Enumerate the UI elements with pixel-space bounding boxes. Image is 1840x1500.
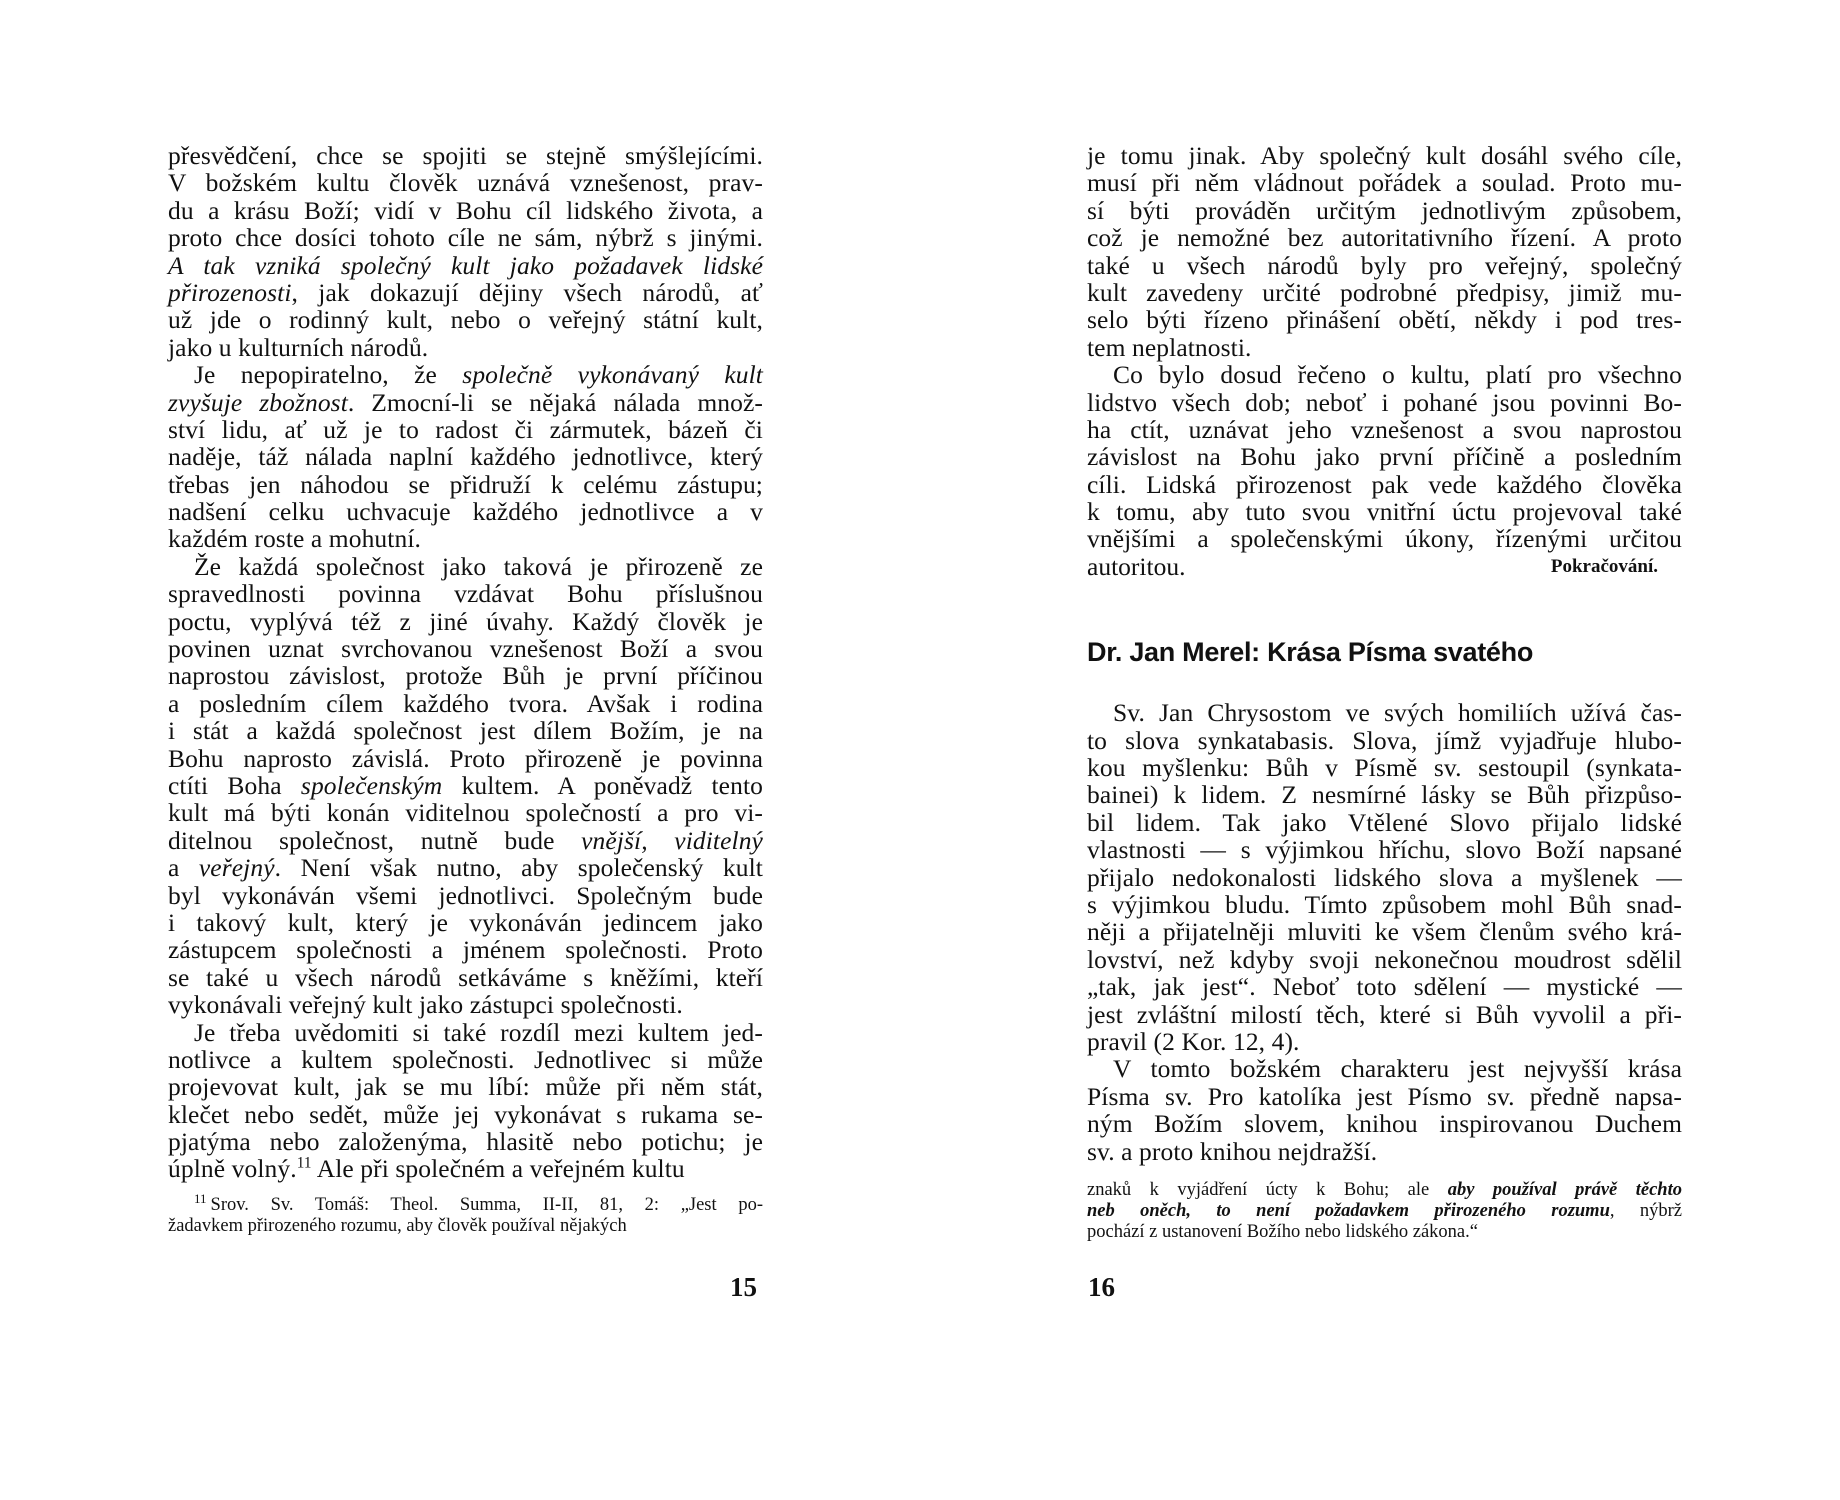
text-segment: jako u kulturních národů. (168, 332, 429, 362)
text-segment: bil lidem. Tak jako Vtělené Slovo přijalo lidské (1087, 807, 1682, 837)
text-segment: a posledním cílem každého tvora. Avšak i rodina (168, 688, 763, 718)
text-line (168, 553, 763, 580)
emphasis-text: přirozenosti (168, 277, 292, 307)
text-segment: sí býti prováděn určitým jednotlivým způsobem, (1087, 195, 1682, 225)
text-segment: vykonávali veřejný kult jako zástupci společnosti. (168, 990, 683, 1020)
text-line (168, 854, 763, 881)
text-line (168, 1128, 763, 1155)
article-heading: Dr. Jan Merel: Krása Písma svatého (1087, 637, 1534, 668)
text-line (168, 772, 763, 799)
text-segment: naprostou závislost, protože Bůh je první příčinou (168, 661, 763, 691)
emphasis-text: aby používal právě těchto (1447, 1179, 1682, 1200)
text-segment: Ale při společném a veřejném kultu (311, 1154, 685, 1184)
text-segment: ha ctít, uznávat jeho vznešenost a svou naprostou (1087, 414, 1682, 444)
text-segment: ctíti Boha (168, 770, 301, 800)
text-line (1087, 727, 1682, 754)
emphasis-text: společenským (300, 770, 443, 800)
text-line (168, 197, 763, 224)
text-line (168, 306, 763, 333)
text-line (1087, 973, 1682, 1000)
text-segment: kult má býti konán viditelnou společností a pro vi- (168, 798, 763, 828)
text-segment: kult zavedeny určité podrobné předpisy, jimiž mu- (1087, 277, 1682, 307)
text-line (1087, 525, 1682, 552)
emphasis-text: neb oněch, to není požadavkem přirozeného rozumu (1087, 1200, 1610, 1221)
text-line (168, 389, 763, 416)
text-line (1087, 471, 1682, 498)
text-line (1087, 498, 1682, 525)
text-line (168, 635, 763, 662)
text-line (168, 334, 763, 361)
text-segment: také u všech národů byly pro veřejný, společný (1087, 250, 1682, 280)
text-line (1087, 306, 1682, 333)
text-segment: Je třeba uvědomiti si také rozdíl mezi kultem jed- (194, 1017, 763, 1047)
text-line (1087, 1201, 1682, 1222)
text-segment: . Zmocní-li se nějaká nálada množ- (347, 387, 763, 417)
text-segment: . Není však nutno, aby společenský kult (274, 853, 763, 883)
emphasis-text: vnější, viditelný (581, 825, 763, 855)
text-line (168, 991, 763, 1018)
text-segment: pochází z ustanovení Božího nebo lidského zákona.“ (1087, 1221, 1478, 1242)
footnote-marker: 11 (194, 1190, 207, 1206)
text-segment: „tak, jak jest“. Neboť toto sdělení — mystické — (1087, 972, 1682, 1002)
text-segment: zástupcem společnosti a jménem společnosti. Proto (168, 935, 763, 965)
text-line (168, 416, 763, 443)
text-segment: Bohu naprosto závislá. Proto přirozeně je povinna (168, 743, 763, 773)
text-segment: ným Božím slovem, knihou inspirovanou Duchem (1087, 1109, 1682, 1139)
closing-line: autoritou. (1087, 551, 1186, 581)
text-line (168, 1019, 763, 1046)
text-line (1087, 224, 1682, 251)
footnote-reference: 11 (296, 1154, 312, 1172)
text-line (1087, 197, 1682, 224)
text-line (1087, 1110, 1682, 1137)
text-segment: znaků k vyjádření úcty k Bohu; ale (1087, 1179, 1448, 1200)
text-line (168, 662, 763, 689)
text-line (1087, 946, 1682, 973)
closing-line-row (1087, 553, 1682, 580)
text-segment: selo býti řízeno přinášení obětí, někdy i pod tres- (1087, 305, 1682, 335)
text-segment: Písma sv. Pro katolíka jest Písmo sv. předně napsa- (1087, 1081, 1682, 1111)
text-segment: a (168, 853, 199, 883)
text-line (168, 1155, 763, 1182)
left-page-text-column (168, 142, 763, 1237)
text-line (168, 279, 763, 306)
text-line (168, 1073, 763, 1100)
text-line (1087, 334, 1682, 361)
text-line (168, 964, 763, 991)
text-segment: , nýbrž (1609, 1200, 1683, 1221)
text-line (168, 498, 763, 525)
emphasis-text: společně vykonávaný kult (462, 360, 763, 390)
text-segment: ství lidu, ať už je to radost či zármutek, bázeň či (168, 414, 763, 444)
text-segment: , jak dokazují dějiny všech národů, ať (291, 277, 763, 307)
text-segment: povinen uznat svrchovanou vznešenost Boží a svou (168, 634, 763, 664)
text-line (168, 525, 763, 552)
text-line (1087, 918, 1682, 945)
text-segment: i stát a každá společnost jest dílem Božím, je na (168, 716, 763, 746)
text-segment: Sv. Jan Chrysostom ve svých homiliích užívá čas- (1113, 698, 1682, 728)
text-line (168, 252, 763, 279)
text-segment: vlastnosti — s výjimkou hříchu, slovo Boží napsané (1087, 835, 1682, 865)
footnote-11 (168, 1190, 763, 1237)
text-segment: cíli. Lidská přirozenost pak vede každého člověka (1087, 469, 1682, 499)
text-line (168, 471, 763, 498)
text-line (1087, 1222, 1682, 1243)
text-segment: kou myšlenku: Bůh v Písmě sv. sestoupil (synkata- (1087, 753, 1682, 783)
text-segment: i takový kult, který je vykonáván jedincem jako (168, 907, 763, 937)
footnote-line (168, 1190, 763, 1216)
text-line (168, 169, 763, 196)
text-line (1087, 1028, 1682, 1055)
text-line (1087, 754, 1682, 781)
footnote-text: žadavkem přirozeného rozumu, aby člověk používal nějakých (168, 1215, 627, 1236)
text-segment: třebas jen náhodou se přidruží k celému zástupu; (168, 469, 763, 499)
text-segment: spravedlnosti povinna vzdávat Bohu příslušnou (168, 579, 763, 609)
text-segment: ditelnou společnost, nutně bude (168, 825, 582, 855)
text-segment: závislost na Bohu jako první příčině a posledním (1087, 442, 1682, 472)
text-segment: pravil (2 Kor. 12, 4). (1087, 1026, 1300, 1056)
text-segment: lovství, než kdyby svoji nekonečnou moudrost sdělil (1087, 944, 1682, 974)
text-line (1087, 142, 1682, 169)
text-segment: sv. a proto knihou nejdražší. (1087, 1136, 1378, 1166)
text-segment: musí při něm vládnout pořádek a soulad. Proto mu- (1087, 168, 1682, 198)
text-segment: bainei) k lidem. Z nesmírné lásky se Bůh přizpůso- (1087, 780, 1682, 810)
footnote-text: Srov. Sv. Tomáš: Theol. Summa, II-II, 81, 2: „Jest po- (210, 1194, 763, 1215)
text-segment: vnějšími a společenskými úkony, řízenými určitou (1087, 524, 1682, 554)
text-line (1087, 169, 1682, 196)
text-segment: už jde o rodinný kult, nebo o veřejný státní kult, (168, 305, 763, 335)
text-line (168, 882, 763, 909)
text-line (1087, 252, 1682, 279)
text-line (168, 690, 763, 717)
text-segment: V božském kultu člověk uznává vznešenost, prav- (168, 168, 763, 198)
text-segment: je tomu jinak. Aby společný kult dosáhl svého cíle, (1087, 141, 1682, 170)
text-line (168, 443, 763, 470)
text-line (1087, 443, 1682, 470)
text-line (168, 1101, 763, 1128)
text-segment: proto chce dosíci tohoto cíle ne sám, nýbrž s jinými. (168, 223, 763, 253)
text-segment: Že každá společnost jako taková je přirozeně ze (194, 551, 763, 581)
text-segment: Je nepopiratelno, že (194, 360, 463, 390)
text-segment: klečet nebo sedět, může jej vykonávat s rukama se- (168, 1099, 763, 1129)
text-segment: přijalo nedokonalosti lidského slova a myšlenek — (1087, 862, 1682, 892)
article-body (1087, 699, 1682, 1165)
text-segment: notlivce a kultem společnosti. Jednotlivec si může (168, 1044, 763, 1074)
text-line (1087, 1138, 1682, 1165)
text-segment: což je nemožné bez autoritativního řízení. A proto (1087, 223, 1682, 253)
text-line (1087, 864, 1682, 891)
text-line (168, 717, 763, 744)
text-segment: kultem. A poněvadž tento (442, 770, 763, 800)
text-line (168, 142, 763, 169)
text-line (1087, 361, 1682, 388)
text-line (1087, 836, 1682, 863)
text-line (168, 827, 763, 854)
text-segment: jest zvláštní milostí těch, které si Bůh vyvolil a při- (1087, 999, 1682, 1029)
emphasis-text: zvyšuje zbožnost (168, 387, 348, 417)
text-segment: naděje, táž nálada naplní každého jednotlivce, který (168, 442, 763, 472)
text-segment: poctu, vyplývá též z jiné úvahy. Každý člověk je (168, 606, 763, 636)
text-segment: každém roste a mohutní. (168, 524, 421, 554)
text-segment: přesvědčení, chce se spojiti se stejně smýšlejícími. (168, 141, 763, 170)
footnote-continuation (1087, 1180, 1682, 1243)
right-page-continuation-text (1087, 142, 1682, 553)
continued-label: Pokračování. (1550, 555, 1658, 577)
text-segment: byl vykonáván všemi jednotlivci. Společným bude (168, 880, 763, 910)
text-line (1087, 1001, 1682, 1028)
text-segment: něji a přijatelněji mluviti ke všem členům svého krá- (1087, 917, 1682, 947)
text-line (1087, 1083, 1682, 1110)
right-page (920, 0, 1840, 1500)
text-line (1087, 699, 1682, 726)
text-line (1087, 809, 1682, 836)
text-segment: se také u všech národů setkáváme s kněžími, kteří (168, 962, 763, 992)
text-segment: lidstvo všech dob; neboť i pohané jsou povinni Bo- (1087, 387, 1682, 417)
text-line (168, 361, 763, 388)
text-segment: k tomu, aby tuto svou vnitřní úctu projevoval také (1087, 497, 1682, 527)
text-line (168, 608, 763, 635)
text-segment: V tomto božském charakteru jest nejvyšší krása (1113, 1054, 1682, 1084)
text-segment: tem neplatnosti. (1087, 332, 1252, 362)
text-segment: to slova synkatabasis. Slova, jímž vyjadřuje hlubo- (1087, 725, 1682, 755)
text-line (1087, 279, 1682, 306)
text-line (168, 224, 763, 251)
text-segment: s výjimkou bludu. Tímto způsobem mohl Bůh snad- (1087, 889, 1682, 919)
text-line (1087, 1180, 1682, 1201)
text-line (1087, 416, 1682, 443)
text-segment: úplně volný. (168, 1154, 297, 1184)
emphasis-text: veřejný (198, 853, 275, 883)
text-segment: nadšení celku uchvacuje každého jednotlivce a v (168, 497, 763, 527)
text-line (168, 909, 763, 936)
text-line (168, 936, 763, 963)
text-line (168, 580, 763, 607)
text-line (168, 799, 763, 826)
text-line (1087, 891, 1682, 918)
left-page-body (168, 142, 763, 1183)
text-segment: pjatýma nebo založenýma, hlasitě nebo potichu; je (168, 1127, 763, 1157)
text-segment: Co bylo dosud řečeno o kultu, platí pro všechno (1113, 360, 1682, 390)
page-number-right: 16 (1088, 1272, 1115, 1302)
text-line (168, 745, 763, 772)
text-line (1087, 389, 1682, 416)
page-number-left: 15 (730, 1272, 757, 1302)
text-line (1087, 1055, 1682, 1082)
emphasis-text: A tak vzniká společný kult jako požadavek lidské (168, 250, 763, 280)
text-line (168, 1046, 763, 1073)
right-page-text-column (1087, 142, 1682, 1243)
text-line (1087, 781, 1682, 808)
text-segment: projevovat kult, jak se mu líbí: může při něm stát, (168, 1072, 763, 1102)
footnote-line (168, 1216, 763, 1237)
text-segment: du a krásu Boží; vidí v Bohu cíl lidského života, a (168, 195, 763, 225)
